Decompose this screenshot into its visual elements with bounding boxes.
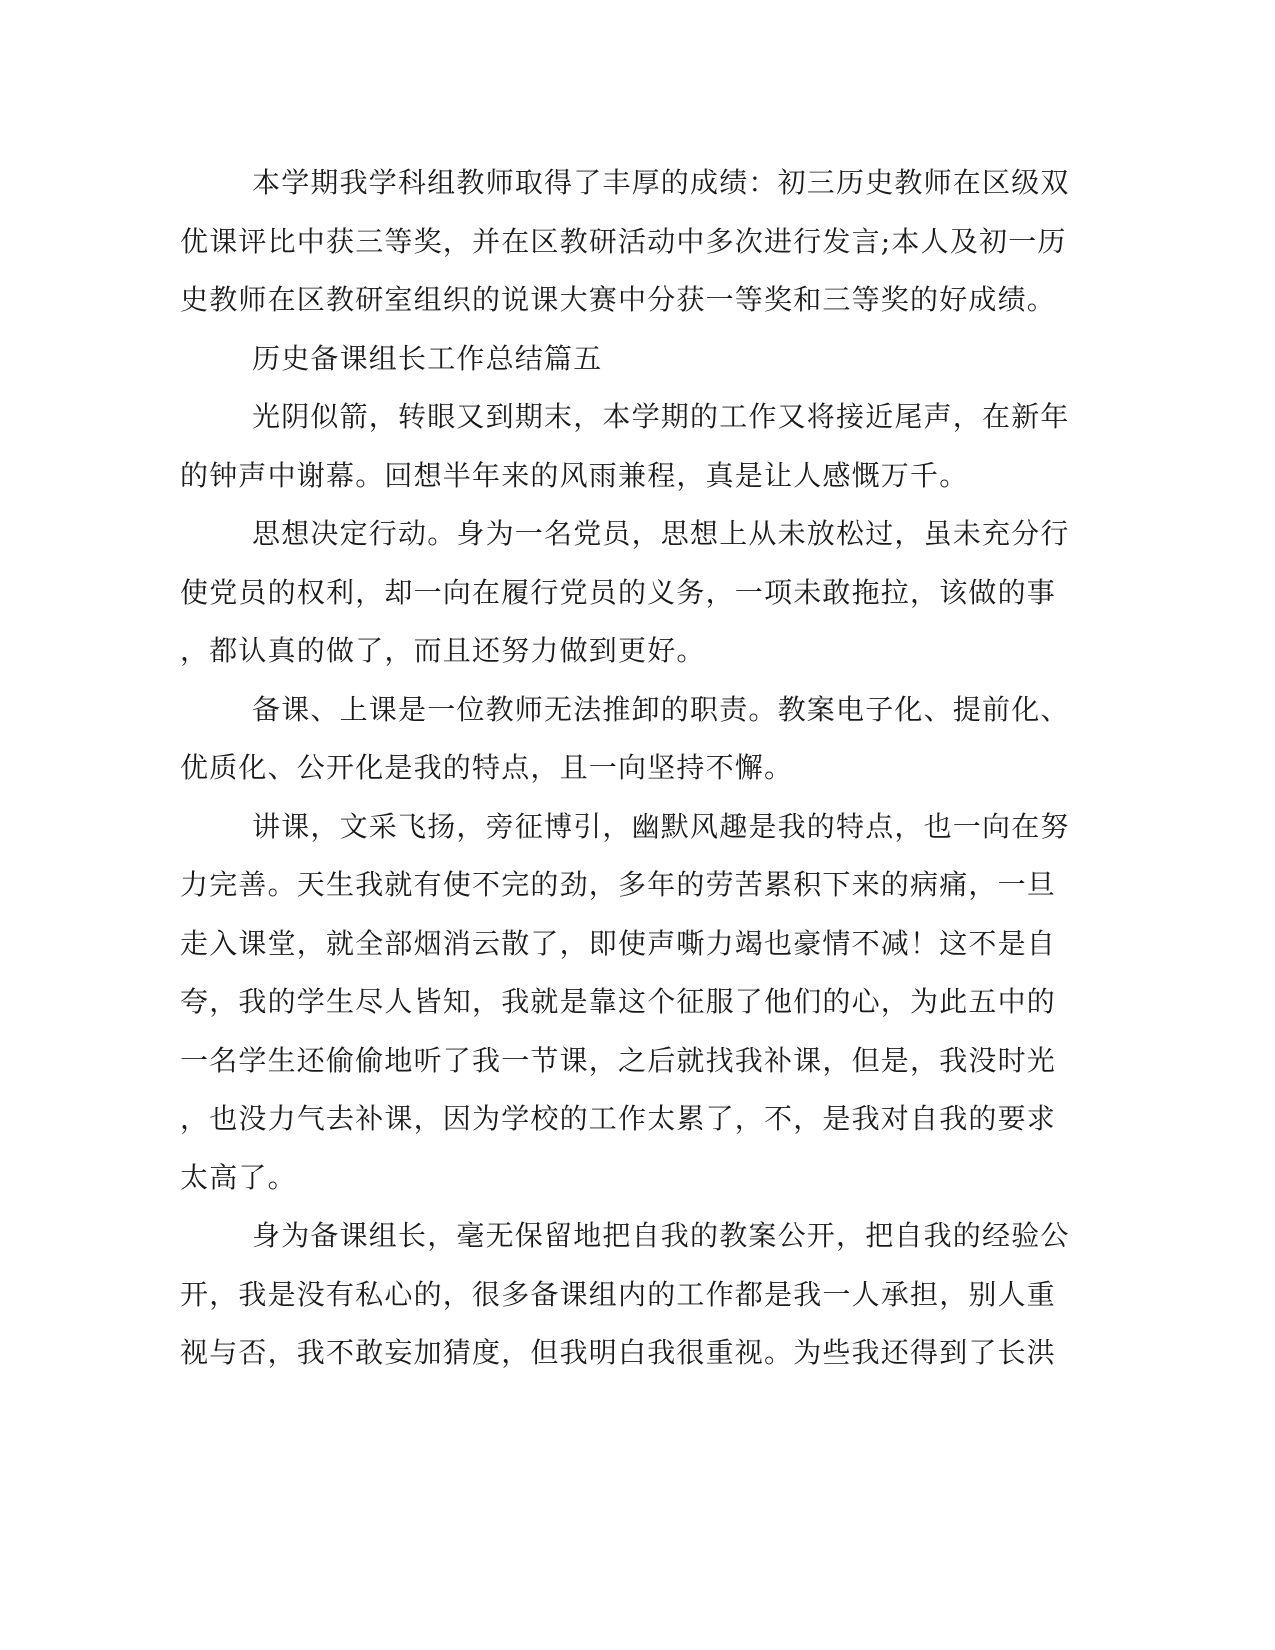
section-heading: 历史备课组长工作总结篇五: [252, 342, 603, 375]
paragraph-line: 光阴似箭，转眼又到期末，本学期的工作又将接近尾声，在新年: [252, 400, 1070, 433]
paragraph-line: 身为备课组长，毫无保留地把自我的教案公开，把自我的经验公: [252, 1219, 1070, 1252]
paragraph-line: 力完善。天生我就有使不完的劲，多年的劳苦累积下来的病痛，一旦: [180, 868, 1057, 901]
paragraph-line: ，也没力气去补课，因为学校的工作太累了，不，是我对自我的要求: [180, 1102, 1057, 1135]
paragraph-line: 史教师在区教研室组织的说课大赛中分获一等奖和三等奖的好成绩。: [180, 283, 1057, 316]
paragraph-line: 太高了。: [180, 1161, 297, 1194]
paragraph-line: 优课评比中获三等奖，并在区教研活动中多次进行发言;本人及初一历: [180, 225, 1067, 258]
paragraph-line: ，都认真的做了，而且还努力做到更好。: [180, 634, 706, 667]
paragraph-line: 走入课堂，就全部烟消云散了，即使声嘶力竭也豪情不减！这不是自: [180, 927, 1057, 960]
paragraph-line: 夸，我的学生尽人皆知，我就是靠这个征服了他们的心，为此五中的: [180, 985, 1057, 1018]
paragraph-line: 的钟声中谢幕。回想半年来的风雨兼程，真是让人感慨万千。: [180, 459, 969, 492]
paragraph-line: 开，我是没有私心的，很多备课组内的工作都是我一人承担，别人重: [180, 1278, 1057, 1311]
paragraph-line: 讲课，文采飞扬，旁征博引，幽默风趣是我的特点，也一向在努: [252, 810, 1070, 843]
paragraph-line: 备课、上课是一位教师无法推卸的职责。教案电子化、提前化、: [252, 693, 1070, 726]
paragraph-line: 使党员的权利，却一向在履行党员的义务，一项未敢拖拉，该做的事: [180, 576, 1057, 609]
paragraph-line: 优质化、公开化是我的特点，且一向坚持不懈。: [180, 751, 794, 784]
paragraph-line: 本学期我学科组教师取得了丰厚的成绩：初三历史教师在区级双: [252, 166, 1070, 199]
paragraph-line: 一名学生还偷偷地听了我一节课，之后就找我补课，但是，我没时光: [180, 1044, 1057, 1077]
paragraph-line: 视与否，我不敢妄加猜度，但我明白我很重视。为些我还得到了长洪: [180, 1336, 1057, 1369]
paragraph-line: 思想决定行动。身为一名党员，思想上从未放松过，虽未充分行: [252, 517, 1070, 550]
